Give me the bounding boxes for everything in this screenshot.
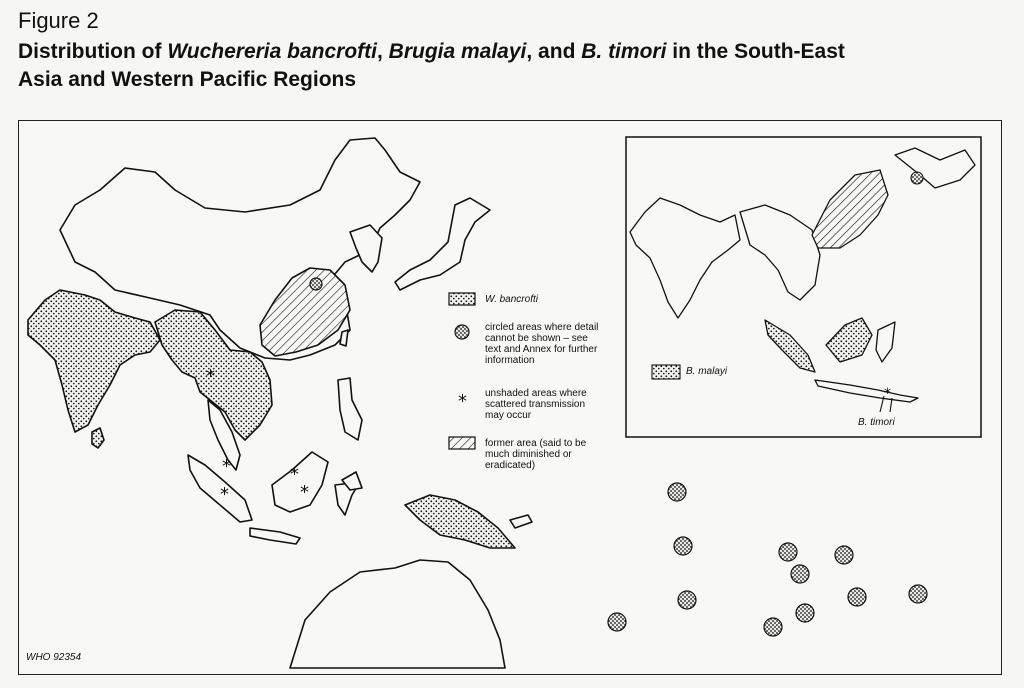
transmission-asterisk: * xyxy=(222,456,231,477)
legend-line: circled areas where detail xyxy=(485,322,599,333)
legend-line: much diminished or xyxy=(485,449,572,460)
circled-area-marker xyxy=(848,588,866,606)
title-text: Distribution of xyxy=(18,40,168,63)
legend-former-label xyxy=(485,438,586,471)
inset-malayi-label: B. malayi xyxy=(686,366,728,377)
transmission-asterisk: * xyxy=(300,482,309,503)
title-line-2: Asia and Western Pacific Regions xyxy=(18,68,357,91)
circled-area-marker xyxy=(674,537,692,555)
circled-area-marker xyxy=(779,543,797,561)
who-credit: WHO 92354 xyxy=(26,652,82,663)
taiwan-island xyxy=(340,330,348,346)
inset-legend-swatch-malayi xyxy=(652,365,680,379)
title-species-2: Brugia malayi xyxy=(388,40,527,63)
legend-asterisk-icon: * xyxy=(458,391,467,412)
title-species-1: Wuchereria bancrofti xyxy=(167,40,377,63)
japan-islands xyxy=(395,198,490,290)
philippines-islands xyxy=(338,378,362,440)
australia-landmass xyxy=(290,560,505,668)
title-sep: , and xyxy=(526,40,582,63)
circled-area-marker xyxy=(668,483,686,501)
legend-line: cannot be shown – see xyxy=(485,333,588,344)
transmission-asterisk: * xyxy=(290,464,299,485)
title-text: in the South-East xyxy=(666,40,845,63)
circled-area-marker xyxy=(909,585,927,603)
circled-area-marker xyxy=(791,565,809,583)
legend-line: information xyxy=(485,355,535,366)
title-sep: , xyxy=(376,40,389,63)
java-island xyxy=(250,528,300,544)
figure-label: Figure 2 xyxy=(18,8,99,33)
transmission-asterisk: * xyxy=(206,366,215,387)
legend-unshaded-label xyxy=(485,388,587,421)
legend-swatch-former xyxy=(449,437,475,449)
legend-bancrofti-label xyxy=(485,294,538,305)
transmission-asterisk: * xyxy=(220,484,229,505)
title-species-3: B. timori xyxy=(581,40,667,63)
legend-line: former area (said to be xyxy=(485,438,587,449)
legend-bancrofti-text: W. bancrofti xyxy=(485,294,538,305)
inset-asterisk-icon: * xyxy=(884,386,891,402)
india-subcontinent xyxy=(28,290,160,432)
legend-swatch-circled xyxy=(455,325,469,339)
sri-lanka xyxy=(92,428,104,448)
circled-area-marker xyxy=(310,278,322,290)
circled-area-marker xyxy=(835,546,853,564)
new-guinea-island xyxy=(405,495,515,548)
circled-area-marker xyxy=(796,604,814,622)
legend-line: eradicated) xyxy=(485,460,536,471)
circled-area-marker xyxy=(764,618,782,636)
circled-area-marker xyxy=(678,591,696,609)
circled-area-marker xyxy=(608,613,626,631)
small-island xyxy=(510,515,532,528)
inset-timori-label: B. timori xyxy=(858,417,895,428)
legend-line: may occur xyxy=(485,410,532,421)
legend-line: scattered transmission xyxy=(485,399,586,410)
legend-circled-label xyxy=(485,322,598,366)
legend-line: text and Annex for further xyxy=(485,344,598,355)
inset-circled-marker xyxy=(911,172,923,184)
legend-line: unshaded areas where xyxy=(485,388,587,399)
legend-swatch-bancrofti xyxy=(449,293,475,305)
